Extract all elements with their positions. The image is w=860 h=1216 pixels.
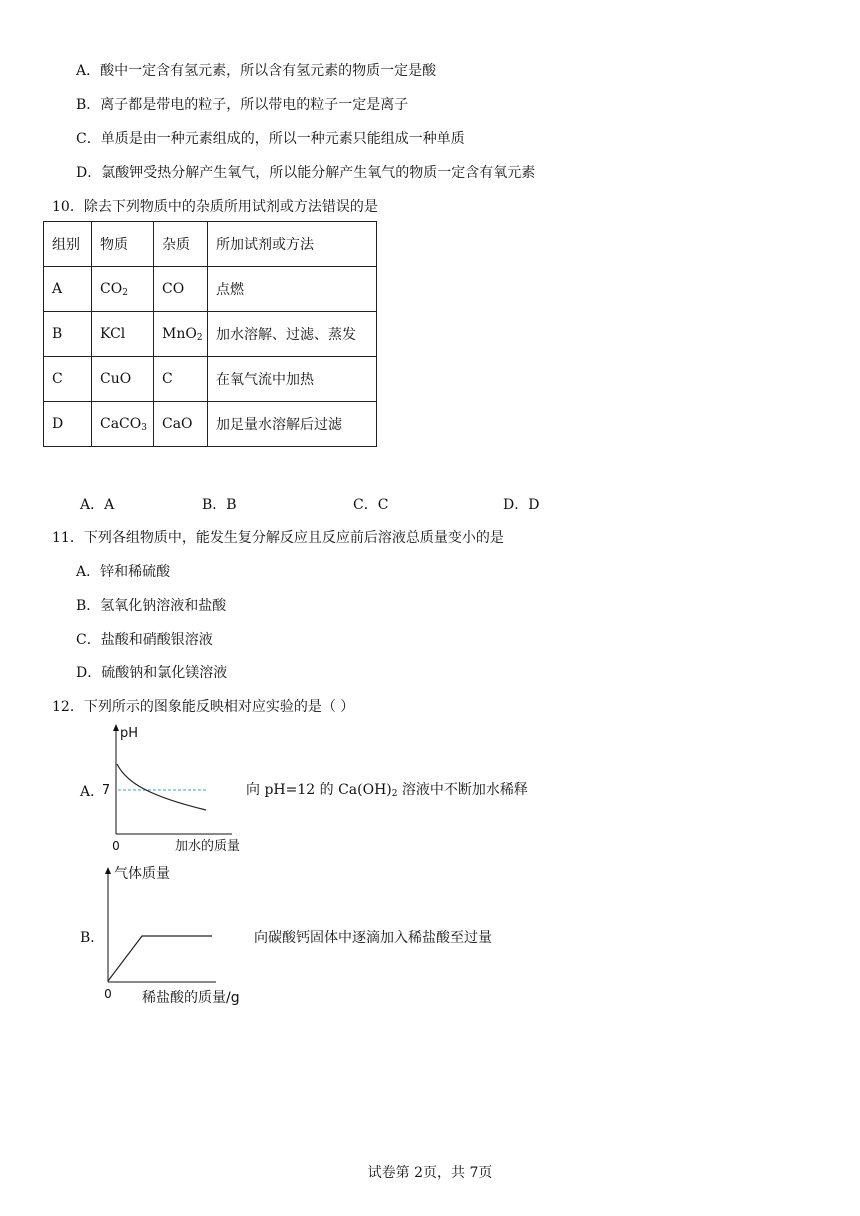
y-axis-arrow bbox=[105, 867, 111, 874]
q12-option-a-graph bbox=[100, 722, 260, 858]
table-cell-substance: CuO bbox=[92, 357, 154, 402]
table-cell-impurity: MnO$_2$ bbox=[154, 312, 208, 357]
q9-option-c: C．单质是由一种元素组成的，所以一种元素只能组成一种单质 bbox=[76, 131, 465, 147]
q12-option-b-label: B． bbox=[80, 930, 105, 946]
table-cell-method: 点燃 bbox=[208, 267, 377, 312]
page-footer: 试卷第 2页，共 7页 bbox=[367, 1165, 493, 1181]
table-cell-impurity: CO bbox=[154, 267, 208, 312]
table-cell-substance: CaCO$_3$ bbox=[92, 402, 154, 447]
q11-option-c: C．盐酸和硝酸银溶液 bbox=[76, 632, 213, 648]
table-cell-impurity: CaO bbox=[154, 402, 208, 447]
table-header-cell: 杂质 bbox=[154, 222, 208, 267]
q11-option-b: B．氢氧化钠溶液和盐酸 bbox=[76, 598, 227, 614]
x-axis-label: 加水的质量 bbox=[175, 839, 241, 854]
table-cell-group: C bbox=[44, 357, 92, 402]
table-cell-method: 在氧气流中加热 bbox=[208, 357, 377, 402]
q11-stem: 11．下列各组物质中，能发生复分解反应且反应前后溶液总质量变小的是 bbox=[52, 530, 504, 546]
table-cell-method: 加足量水溶解后过滤 bbox=[208, 402, 377, 447]
origin-label: 0 bbox=[112, 839, 120, 853]
q12-option-a-desc: 向 pH=12 的 $Ca(OH)_2$ 溶液中不断加水稀释 bbox=[246, 782, 528, 799]
q9-option-a: A．酸中一定含有氢元素，所以含有氢元素的物质一定是酸 bbox=[76, 63, 437, 79]
table-cell-group: A bbox=[44, 267, 92, 312]
q12-stem: 12．下列所示的图象能反映相对应实验的是（ ） bbox=[52, 699, 355, 715]
table-header-cell: 物质 bbox=[92, 222, 154, 267]
q12-option-b-desc: 向碳酸钙固体中逐滴加入稀盐酸至过量 bbox=[254, 930, 492, 946]
q9-option-b: B．离子都是带电的粒子，所以带电的粒子一定是离子 bbox=[76, 97, 409, 113]
table-cell-substance: $CO_2$ bbox=[92, 267, 154, 312]
q10-table bbox=[43, 221, 377, 447]
q12-option-a-label: A． bbox=[80, 784, 105, 800]
q10-option-c: C．C bbox=[353, 497, 389, 513]
table-cell-group: D bbox=[44, 402, 92, 447]
q10-option-a: A．A bbox=[80, 497, 115, 513]
table-cell-substance: KCl bbox=[92, 312, 154, 357]
table-cell-group: B bbox=[44, 312, 92, 357]
table-row bbox=[44, 402, 377, 447]
table-cell-impurity: C bbox=[154, 357, 208, 402]
table-header-cell: 组别 bbox=[44, 222, 92, 267]
table-row bbox=[44, 312, 377, 357]
table-row bbox=[44, 357, 377, 402]
q11-option-d: D．硫酸钠和氯化镁溶液 bbox=[76, 665, 228, 681]
y-axis-label: pH bbox=[120, 726, 139, 741]
table-header-cell: 所加试剂或方法 bbox=[208, 222, 377, 267]
q12-option-b-graph bbox=[98, 862, 268, 1008]
table-row bbox=[44, 267, 377, 312]
q10-stem: 10．除去下列物质中的杂质所用试剂或方法错误的是 bbox=[52, 199, 378, 215]
table-cell-method: 加水溶解、过滤、蒸发 bbox=[208, 312, 377, 357]
gas-mass-curve bbox=[108, 936, 212, 981]
table-header-row bbox=[44, 222, 377, 267]
x-axis-label: 稀盐酸的质量/g bbox=[142, 990, 240, 1006]
q11-option-a: A．锌和稀硫酸 bbox=[76, 564, 171, 580]
y-axis-label: 气体质量 bbox=[114, 866, 170, 882]
q10-option-d: D．D bbox=[503, 497, 540, 513]
q10-option-b: B．B bbox=[202, 497, 237, 513]
q9-option-d: D．氯酸钾受热分解产生氧气，所以能分解产生氧气的物质一定含有氧元素 bbox=[76, 165, 536, 181]
ph-curve bbox=[117, 764, 206, 810]
origin-label: 0 bbox=[104, 987, 112, 1001]
y-axis-arrow bbox=[113, 724, 119, 731]
tick-7: 7 bbox=[101, 783, 111, 798]
